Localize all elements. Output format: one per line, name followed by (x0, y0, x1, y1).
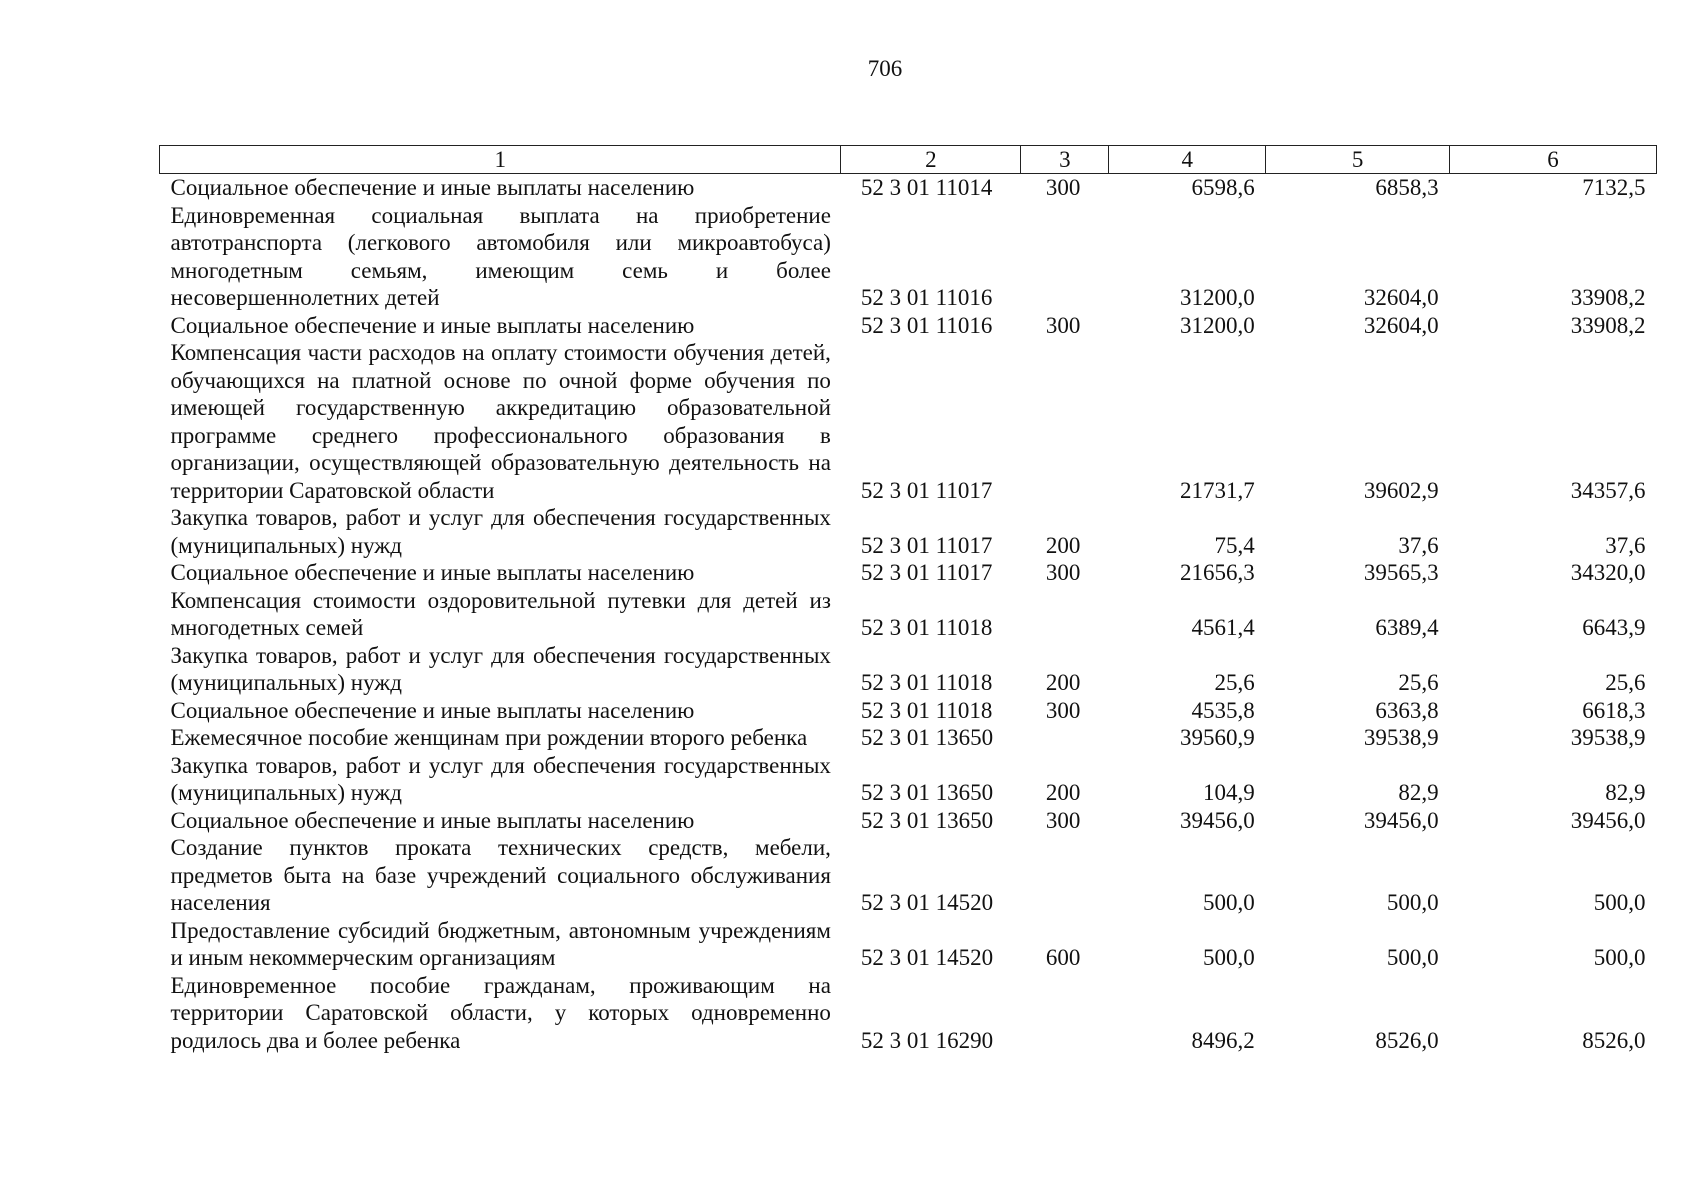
row-code: 52 3 01 14520 (860, 890, 994, 915)
header-row (160, 146, 1657, 174)
row-value-col5: 39565,3 (1363, 560, 1439, 585)
row-code: 52 3 01 13650 (860, 807, 994, 833)
header-col-2: 2 (841, 146, 1021, 174)
row-name: Социальное обеспечение и иные выплаты населению (170, 560, 695, 585)
row-name: Социальное обеспечение и иные выплаты населению (170, 807, 695, 833)
table-row (160, 312, 1657, 340)
row-value-col6: 33908,2 (1570, 285, 1646, 310)
row-value-col4: 21656,3 (1179, 560, 1255, 585)
row-value-col4: 25,6 (1214, 670, 1255, 695)
row-code: 52 3 01 11014 (860, 175, 993, 200)
row-value-col4: 4535,8 (1191, 697, 1255, 723)
row-expense-type (1021, 202, 1109, 312)
header-col-5: 5 (1266, 146, 1450, 174)
row-value-col5: 500,0 (1386, 890, 1439, 915)
row-value-col4: 39560,9 (1179, 725, 1255, 750)
row-value-col4: 500,0 (1202, 890, 1255, 915)
row-value-col6: 34357,6 (1570, 477, 1646, 503)
row-value-col5: 82,9 (1398, 780, 1439, 805)
row-name: Социальное обеспечение и иные выплаты населению (170, 175, 695, 200)
row-value-col4: 75,4 (1214, 532, 1255, 558)
row-expense-type: 200 (1045, 670, 1081, 695)
row-value-col6: 82,9 (1605, 780, 1646, 805)
header-col-4: 4 (1109, 146, 1266, 174)
row-value-col5: 6363,8 (1375, 697, 1439, 723)
row-value-col4: 31200,0 (1179, 285, 1255, 310)
row-value-col6: 500,0 (1593, 890, 1646, 915)
table-body (160, 174, 1657, 1055)
row-value-col5: 6389,4 (1375, 615, 1439, 640)
row-value-col5: 39538,9 (1363, 725, 1439, 750)
row-value-col6: 6618,3 (1582, 697, 1646, 723)
table-row (160, 504, 1657, 559)
row-value-col4: 39456,0 (1179, 807, 1255, 833)
table-row (160, 724, 1657, 752)
row-name: Создание пунктов проката технических средств, мебели, предметов быта на базе учреждений социального обслуживания населения (170, 835, 831, 915)
row-expense-type (1021, 972, 1109, 1055)
table-row (160, 972, 1657, 1055)
row-value-col6: 6643,9 (1582, 615, 1646, 640)
budget-table (159, 145, 1657, 1054)
row-value-col6: 8526,0 (1582, 1027, 1646, 1053)
table-row (160, 697, 1657, 725)
row-value-col5: 32604,0 (1363, 312, 1439, 338)
row-expense-type: 300 (1045, 312, 1081, 338)
table-row (160, 174, 1657, 202)
header-col-3: 3 (1021, 146, 1109, 174)
row-value-col4: 21731,7 (1179, 477, 1255, 503)
row-expense-type (1021, 339, 1109, 504)
row-expense-type: 600 (1045, 945, 1081, 970)
row-expense-type (1021, 724, 1109, 752)
row-expense-type: 200 (1045, 780, 1081, 805)
row-value-col6: 500,0 (1593, 945, 1646, 970)
row-name: Закупка товаров, работ и услуг для обеспечения государственных (муниципальных) нужд (170, 642, 831, 695)
header-col-6: 6 (1450, 146, 1657, 174)
row-value-col6: 39456,0 (1570, 807, 1646, 833)
table-row (160, 807, 1657, 835)
table-row (160, 834, 1657, 917)
row-value-col6: 39538,9 (1570, 725, 1646, 750)
row-value-col6: 7132,5 (1582, 175, 1646, 200)
row-expense-type: 200 (1045, 532, 1081, 558)
row-value-col6: 25,6 (1605, 670, 1646, 695)
row-value-col5: 32604,0 (1363, 285, 1439, 310)
table-row (160, 559, 1657, 587)
row-code: 52 3 01 11017 (860, 532, 993, 558)
row-value-col6: 33908,2 (1570, 312, 1646, 338)
table-row (160, 202, 1657, 312)
row-name: Ежемесячное пособие женщинам при рождении второго ребенка (170, 725, 808, 750)
row-value-col4: 6598,6 (1191, 175, 1255, 200)
header-col-1: 1 (160, 146, 841, 174)
row-code: 52 3 01 11018 (860, 670, 993, 695)
row-value-col4: 4561,4 (1191, 615, 1255, 640)
row-value-col5: 25,6 (1398, 670, 1439, 695)
row-name: Предоставление субсидий бюджетным, автономным учреждениям и иным некоммерческим организациям (170, 917, 831, 970)
row-expense-type (1021, 834, 1109, 917)
table-row (160, 587, 1657, 642)
row-name: Единовременная социальная выплата на приобретение автотранспорта (легкового автомобиля или микроавтобуса) многодетным семьям, имеющим семь и более несовершеннолетних детей (170, 202, 831, 310)
row-value-col5: 37,6 (1398, 532, 1439, 558)
row-code: 52 3 01 13650 (860, 725, 994, 750)
row-code: 52 3 01 11017 (860, 560, 993, 585)
table-row (160, 642, 1657, 697)
row-value-col4: 500,0 (1202, 945, 1255, 970)
row-expense-type: 300 (1045, 175, 1081, 200)
row-value-col5: 6858,3 (1375, 175, 1439, 200)
row-name: Закупка товаров, работ и услуг для обеспечения государственных (муниципальных) нужд (170, 505, 831, 558)
table-row (160, 752, 1657, 807)
row-name: Компенсация стоимости оздоровительной путевки для детей из многодетных семей (170, 587, 831, 640)
row-value-col4: 8496,2 (1191, 1027, 1255, 1053)
row-code: 52 3 01 11016 (860, 312, 993, 338)
row-value-col5: 8526,0 (1375, 1027, 1439, 1053)
row-code: 52 3 01 14520 (860, 945, 994, 970)
row-code: 52 3 01 16290 (860, 1027, 994, 1053)
row-code: 52 3 01 11016 (860, 285, 993, 310)
row-value-col5: 500,0 (1386, 945, 1439, 970)
row-code: 52 3 01 11018 (860, 615, 993, 640)
row-name: Социальное обеспечение и иные выплаты населению (170, 697, 695, 723)
row-code: 52 3 01 13650 (860, 780, 994, 805)
row-name: Закупка товаров, работ и услуг для обеспечения государственных (муниципальных) нужд (170, 752, 831, 805)
row-value-col6: 37,6 (1605, 532, 1646, 558)
page-number: 706 (867, 56, 903, 81)
table-row (160, 917, 1657, 972)
row-value-col4: 31200,0 (1179, 312, 1255, 338)
row-value-col5: 39602,9 (1363, 477, 1439, 503)
row-expense-type: 300 (1045, 560, 1081, 585)
row-name: Компенсация части расходов на оплату стоимости обучения детей, обучающихся на платной основе по очной форме обучения по имеющей государственную аккредитацию образовательной программе среднего профессионального образования в организации, осуществляющей образовательную деятельность на территории Саратовской области (170, 340, 831, 503)
row-expense-type (1021, 587, 1109, 642)
row-name: Единовременное пособие гражданам, проживающим на территории Саратовской области, у которых одновременно родилось два и более ребенка (170, 972, 831, 1053)
table-row (160, 339, 1657, 504)
row-code: 52 3 01 11018 (860, 697, 993, 723)
row-value-col6: 34320,0 (1570, 560, 1646, 585)
row-value-col4: 104,9 (1202, 780, 1255, 805)
row-expense-type: 300 (1045, 807, 1081, 833)
row-name: Социальное обеспечение и иные выплаты населению (170, 312, 695, 338)
row-code: 52 3 01 11017 (860, 477, 993, 503)
row-expense-type: 300 (1045, 697, 1081, 723)
row-value-col5: 39456,0 (1363, 807, 1439, 833)
